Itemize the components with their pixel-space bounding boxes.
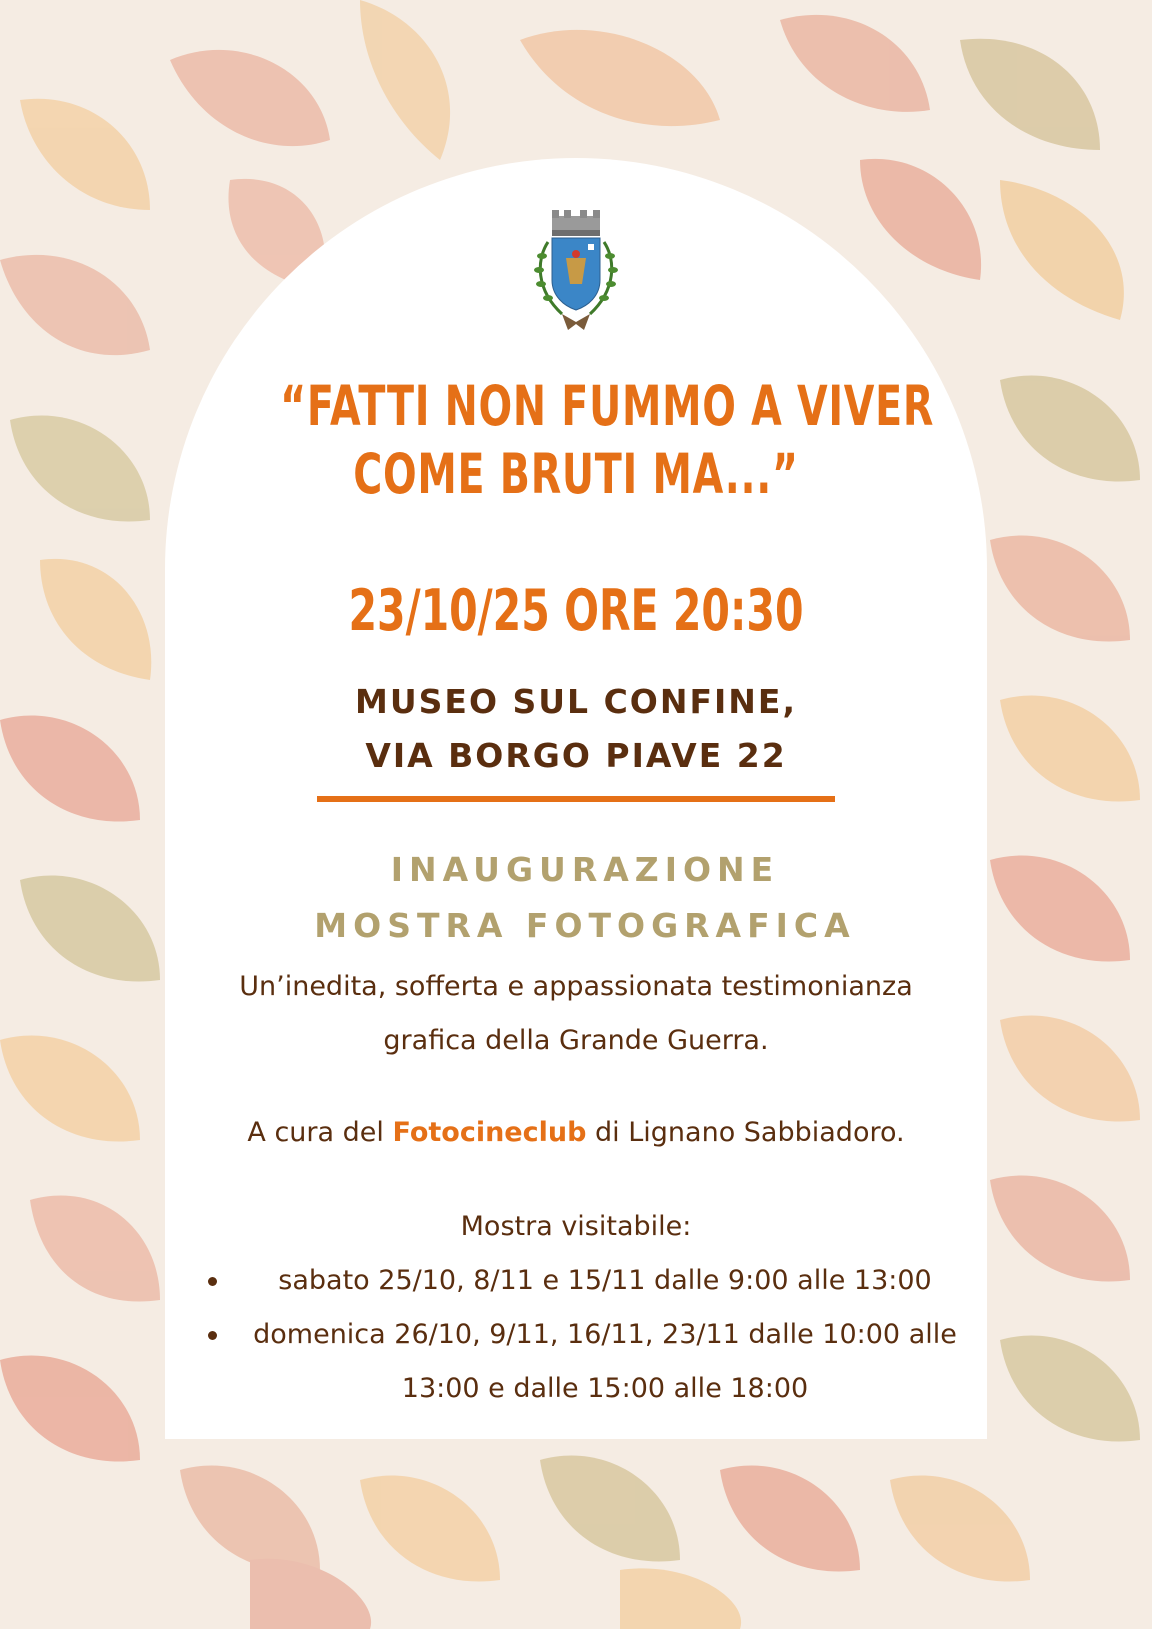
leaf-decoration (720, 1466, 860, 1572)
visit-schedule-text: sabato 25/10, 8/11 e 15/11 dalle 9:00 alle 13:00 (278, 1265, 932, 1296)
leaf-decoration (780, 15, 930, 112)
exhibition-title-line: MOSTRA FOTOGRAFICA (314, 906, 856, 945)
event-title-line: “FATTI NON FUMMO A VIVER (280, 374, 935, 438)
bullet-icon (208, 1331, 217, 1340)
event-title (280, 372, 935, 508)
orange-divider (317, 796, 835, 802)
leaf-decoration (540, 1456, 680, 1562)
leaf-decoration (10, 416, 150, 522)
exhibition-title (165, 842, 1005, 954)
leaf-decoration (620, 1568, 741, 1629)
venue-line: VIA BORGO PIAVE 22 (365, 736, 787, 775)
visit-schedule-item (200, 1254, 970, 1308)
leaf-decoration (1000, 696, 1140, 802)
leaf-decoration (20, 99, 150, 210)
exhibition-curator (165, 1106, 987, 1160)
leaf-decoration (20, 876, 160, 982)
curator-suffix: di Lignano Sabbiadoro. (586, 1117, 905, 1148)
curator-club-name: Fotocineclub (392, 1117, 587, 1148)
leaf-decoration (0, 716, 140, 822)
exhibition-title-line: INAUGURAZIONE (390, 850, 780, 889)
description-line: grafica della Grande Guerra. (383, 1025, 769, 1056)
visit-heading: Mostra visitabile: (460, 1211, 692, 1242)
leaf-decoration (990, 856, 1130, 962)
description-line: Un’inedita, sofferta e appassionata testimonianza (239, 971, 913, 1002)
curator-prefix: A cura del (247, 1117, 393, 1148)
leaf-decoration (0, 1036, 140, 1142)
leaf-decoration (40, 559, 151, 680)
leaf-decoration (360, 0, 450, 160)
leaf-decoration (170, 50, 330, 146)
leaf-decoration (360, 1476, 500, 1582)
visit-schedule-item (200, 1308, 970, 1416)
leaf-decoration (1000, 376, 1140, 482)
leaf-decoration (990, 536, 1130, 642)
leaf-decoration (520, 30, 720, 126)
leaf-decoration (30, 1196, 160, 1302)
event-title-line: COME BRUTI MA...” (353, 442, 799, 506)
leaf-decoration (990, 1176, 1130, 1282)
leaf-decoration (250, 1559, 371, 1629)
leaf-decoration (0, 255, 150, 355)
visit-schedule-text: domenica 26/10, 9/11, 16/11, 23/11 dalle 10:00 alle 13:00 e dalle 15:00 alle 18:00 (253, 1319, 957, 1404)
event-venue (165, 675, 987, 783)
venue-line: MUSEO SUL CONFINE, (355, 682, 797, 721)
exhibition-description (165, 960, 987, 1068)
leaf-decoration (960, 39, 1100, 150)
leaf-decoration (0, 1356, 140, 1462)
leaf-decoration (1000, 1336, 1140, 1442)
leaf-decoration (180, 1466, 320, 1572)
leaf-decoration (1000, 1016, 1140, 1122)
leaf-decoration (890, 1476, 1030, 1582)
municipal-coat-of-arms-icon (522, 210, 630, 334)
leaf-decoration (1000, 180, 1124, 320)
bullet-icon (208, 1277, 217, 1286)
leaf-decoration (860, 159, 981, 280)
visit-schedule-list (200, 1254, 970, 1416)
event-datetime: 23/10/25 ORE 20:30 (348, 578, 804, 644)
